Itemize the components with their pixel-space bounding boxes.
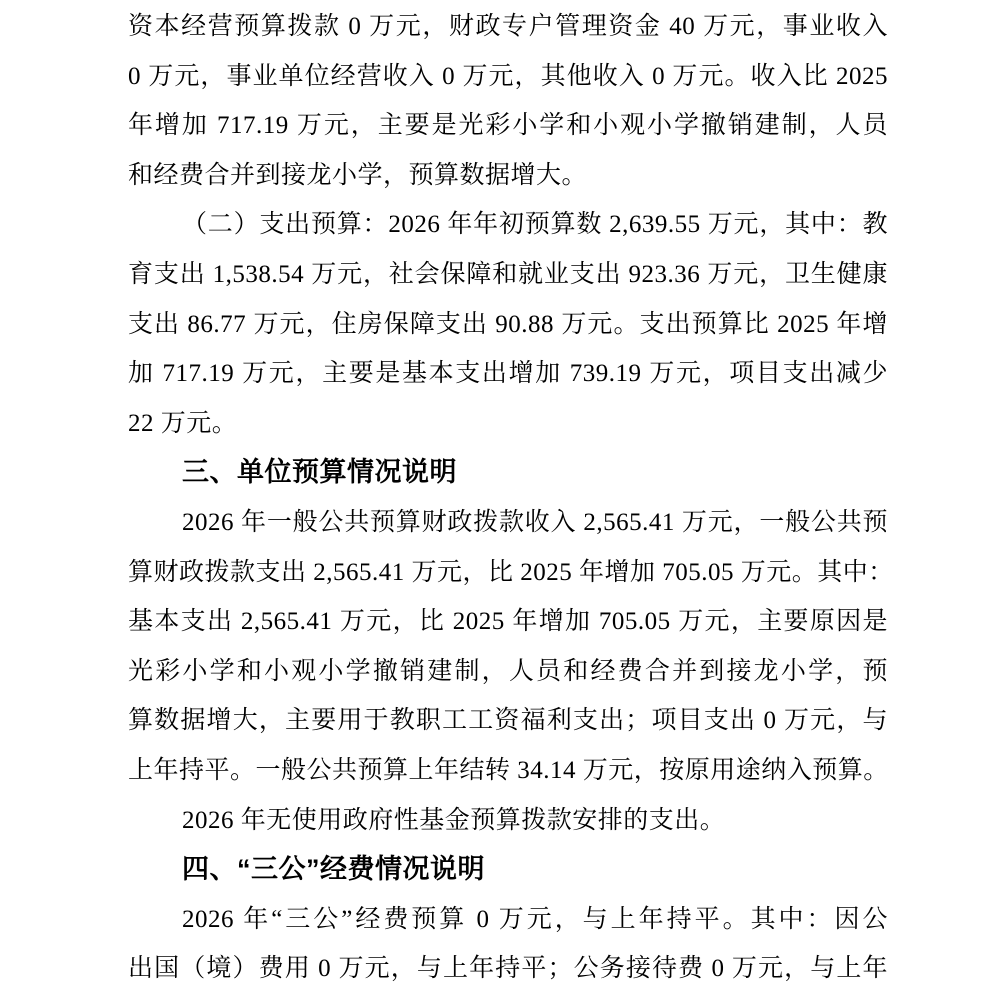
text-line: 支出 86.77 万元，住房保障支出 90.88 万元。支出预算比 2025 年增 (128, 310, 888, 338)
text-line: 上年持平。一般公共预算上年结转 34.14 万元，按原用途纳入预算。 (128, 756, 889, 784)
text-line: 光彩小学和小观小学撤销建制，人员和经费合并到接龙小学，预 (128, 657, 888, 685)
text-line: 算财政拨款支出 2,565.41 万元，比 2025 年增加 705.05 万元。其中： (128, 558, 894, 586)
text-line: 出国（境）费用 0 万元，与上年持平；公务接待费 0 万元，与上年 (128, 955, 888, 983)
text-line: 育支出 1,538.54 万元，社会保障和就业支出 923.36 万元，卫生健康 (128, 260, 888, 288)
section-heading-3: 三、单位预算情况说明 (182, 457, 457, 488)
text-line: 0 万元，事业单位经营收入 0 万元，其他收入 0 万元。收入比 2025 (128, 62, 888, 90)
text-line: 基本支出 2,565.41 万元，比 2025 年增加 705.05 万元，主要原因是 (128, 608, 888, 636)
text-line: 2026 年无使用政府性基金预算拨款安排的支出。 (182, 806, 726, 834)
section-heading-4: 四、“三公”经费情况说明 (182, 854, 485, 885)
text-line: 资本经营预算拨款 0 万元，财政专户管理资金 40 万元，事业收入 (128, 13, 888, 40)
text-line: 和经费合并到接龙小学，预算数据增大。 (128, 161, 588, 189)
text-line: 算数据增大，主要用于教职工工资福利支出；项目支出 0 万元，与 (128, 707, 888, 735)
text-line: 22 万元。 (128, 409, 238, 437)
text-line: 年增加 717.19 万元，主要是光彩小学和小观小学撤销建制，人员 (128, 112, 888, 140)
text-line: 加 717.19 万元，主要是基本支出增加 739.19 万元，项目支出减少 (128, 360, 888, 388)
text-line: 2026 年一般公共预算财政拨款收入 2,565.41 万元，一般公共预 (182, 508, 888, 536)
text-line: （二）支出预算：2026 年年初预算数 2,639.55 万元，其中：教 (182, 211, 888, 239)
text-line: 2026 年“三公”经费预算 0 万元，与上年持平。其中：因公 (182, 905, 888, 933)
